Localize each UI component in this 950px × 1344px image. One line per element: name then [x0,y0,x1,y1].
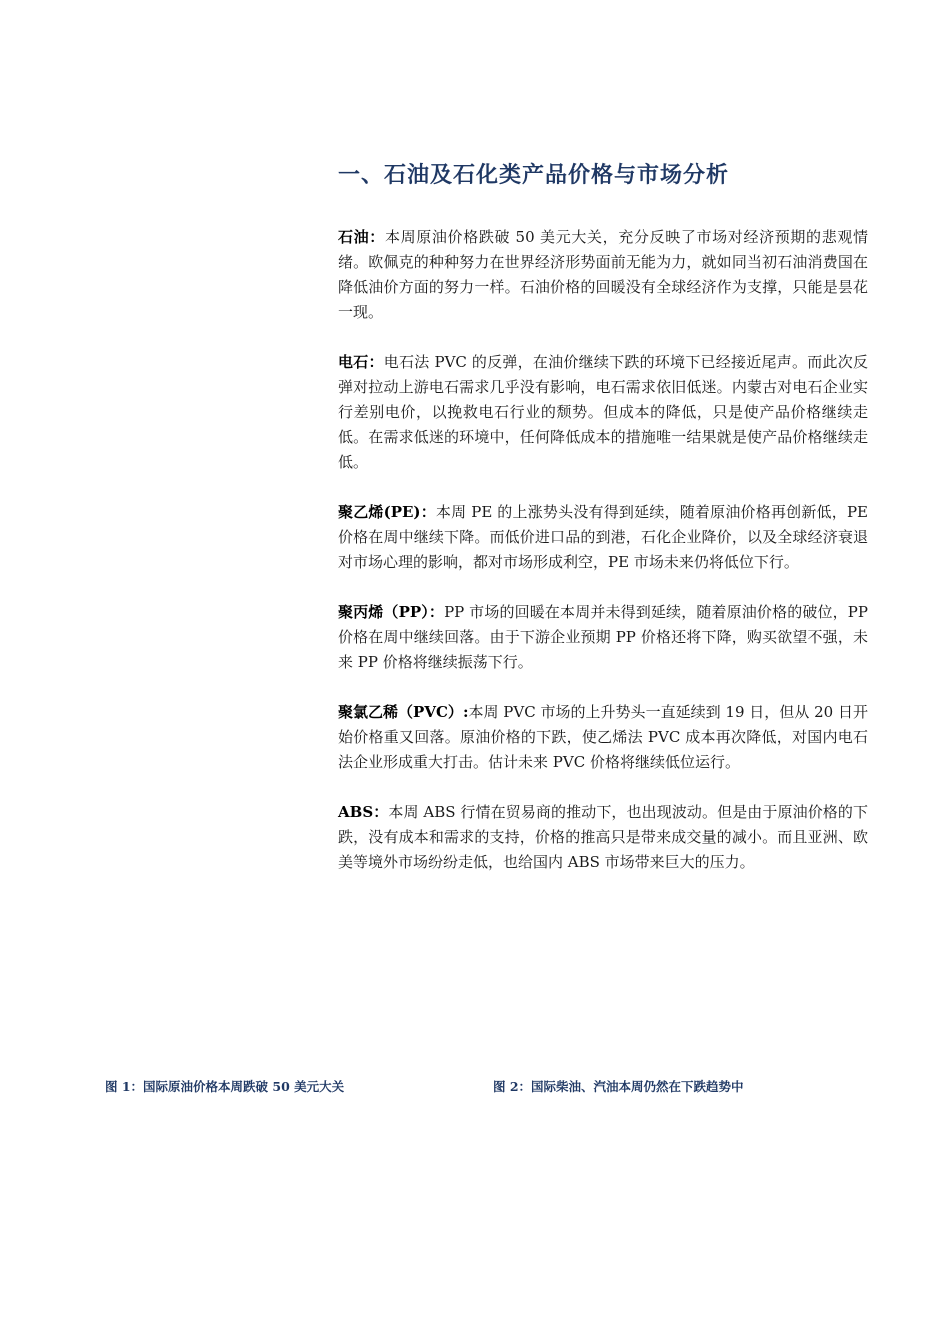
figure-caption-1: 图 1：国际原油价格本周跌破 50 美元大关 [105,1079,345,1094]
paragraph-text: 本周原油价格跌破 50 美元大关，充分反映了市场对经济预期的悲观情绪。欧佩克的种种努力在世界经济形势面前无能为力，就如同当初石油消费国在降低油价方面的努力一样。石油价格的回暖没有全球经济作为支撑，只能是昙花一现。 [338,228,868,321]
paragraph-lead: 聚氯乙稀（PVC）: [338,703,469,721]
paragraph-text: 本周 PE 的上涨势头没有得到延续，随着原油价格再创新低，PE 价格在周中继续下降。而低价进口品的到港，石化企业降价，以及全球经济衰退对市场心理的影响，都对市场形成利空，PE 市场未来仍将低位下行。 [338,503,868,571]
paragraph-text: 本周 ABS 行情在贸易商的推动下，也出现波动。但是由于原油价格的下跌，没有成本和需求的支持，价格的推高只是带来成交量的减小。而且亚洲、欧美等境外市场纷纷走低，也给国内 ABS 市场带来巨大的压力。 [338,803,869,871]
figure-caption-2: 图 2：国际柴油、汽油本周仍然在下跌趋势中 [493,1079,744,1094]
paragraph-lead: 聚乙烯(PE)： [338,503,436,521]
paragraph-lead: 电石： [338,353,384,371]
paragraph-abs [338,800,868,875]
paragraph-text: 电石法 PVC 的反弹，在油价继续下跌的环境下已经接近尾声。而此次反弹对拉动上游电石需求几乎没有影响，电石需求依旧低迷。内蒙古对电石企业实行差别电价，以挽救电石行业的颓势。但成本的降低，只是使产品价格继续走低。在需求低迷的环境中，任何降低成本的措施唯一结果就是使产品价格继续走低。 [338,353,868,471]
paragraph-pe [338,500,868,575]
paragraph-lead: ABS： [338,803,389,821]
paragraph-lead: 聚丙烯（PP）： [338,603,445,621]
analysis-body [338,225,868,900]
paragraph-text: 本周 PVC 市场的上升势头一直延续到 19 日，但从 20 日开始价格重又回落。原油价格的下跌，使乙烯法 PVC 成本再次降低，对国内电石法企业形成重大打击。估计未来 PVC 价格将继续低位运行。 [338,703,868,771]
section-title: 一、石油及石化类产品价格与市场分析 [338,162,730,188]
paragraph-text: PP 市场的回暖在本周并未得到延续，随着原油价格的破位，PP 价格在周中继续回落。由于下游企业预期 PP 价格还将下降，购买欲望不强，未来 PP 价格将继续振荡下行。 [338,603,868,671]
paragraph-lead: 石油： [338,228,385,246]
paragraph-pvc [338,700,868,775]
paragraph-calcium-carbide [338,350,868,475]
paragraph-oil [338,225,868,325]
paragraph-pp [338,600,868,675]
